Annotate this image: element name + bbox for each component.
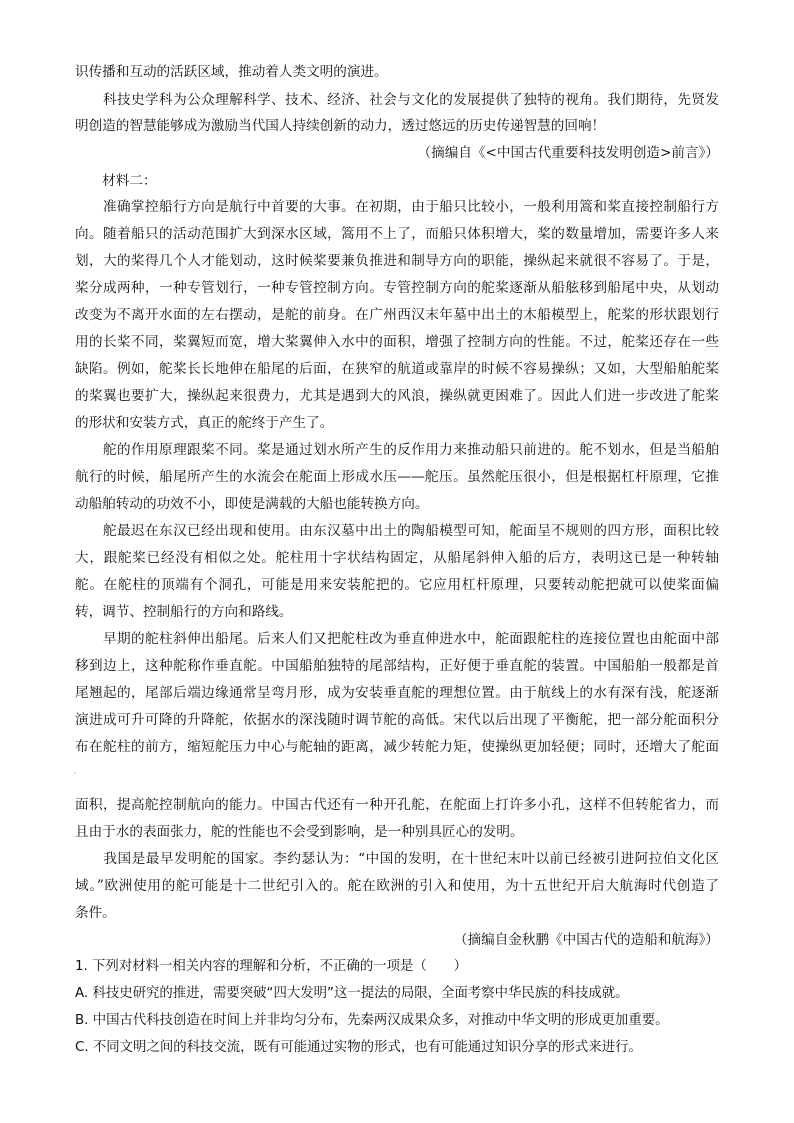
option-c: C. 不同文明之间的科技交流，既有可能通过实物的形式，也有可能通过知识分享的形式来进行。 xyxy=(75,1040,642,1055)
text-line: 舵最迟在东汉已经出现和使用。由东汉墓中出土的陶船模型可知，舵面呈不规则的四方形，面积比较 xyxy=(75,523,719,539)
text-line: 大，跟舵桨已经没有相似之处。舵柱用十字状结构固定，从船尾斜伸入船的后方，表明这已是一种转轴 xyxy=(75,550,719,566)
text-line: 转，调节、控制船行的方向和路线。 xyxy=(75,604,293,620)
text-line: 的桨翼也要扩大，操纵起来很费力，尤其是遇到大的风浪，操纵就更困难了。因此人们进一步改进了舵桨 xyxy=(75,388,719,404)
option-b: B. 中国古代科技创造在时间上并非均匀分布，先秦两汉成果众多，对推动中华文明的形成更加重要。 xyxy=(75,1013,669,1028)
text-line: 准确掌控船行方向是航行中首要的大事。在初期，由于船只比较小，一般利用篙和桨直接控制船行方 xyxy=(75,199,719,215)
page-break-mark xyxy=(74,772,76,774)
text-line: 条件。 xyxy=(75,905,116,921)
text-line: 布在舵柱的前方，缩短舵压力中心与舵轴的距离，减少转舵力矩，使操纵更加轻便；同时，还增大了舵面 xyxy=(75,739,719,755)
text-line: 尾翘起的，尾部后端边缘通常呈弯月形，成为安装垂直舵的理想位置。由于航线上的水有深有浅，舵逐渐 xyxy=(75,685,719,701)
option-a: A. 科技史研究的推进，需要突破“四大发明”这一提法的局限，全面考察中华民族的科技成就。 xyxy=(75,986,629,1001)
text-line: 航行的时候，船尾所产生的水流会在舵面上形成水压——舵压。虽然舵压很小，但是根据杠杆原理，它推 xyxy=(75,469,719,485)
text-line: 划，大的桨得几个人才能划动，这时候桨要兼负推进和制导方向的职能，操纵起来就很不容易了。于是， xyxy=(75,253,719,269)
source-citation: （摘编自金秋鹏《中国古代的造船和航海》） xyxy=(453,932,719,948)
text-line: 用的长桨不同，桨翼短而宽，增大桨翼伸入水中的面积，增强了控制方向的性能。不过，舵桨还存在一些 xyxy=(75,334,719,350)
text-line: 早期的舵柱斜伸出船尾。后来人们又把舵柱改为垂直伸进水中，舵面跟舵柱的连接位置也由舵面中部 xyxy=(75,631,719,647)
text-line: 演进成可升可降的升降舵，依据水的深浅随时调节舵的高低。宋代以后出现了平衡舵，把一部分舵面积分 xyxy=(75,712,719,728)
text-line: 识传播和互动的活跃区域，推动着人类文明的演进。 xyxy=(75,64,388,80)
text-line: 改变为不离开水面的左右摆动，是舵的前身。在广州西汉末年墓中出土的木船模型上，舵桨的形状跟划行 xyxy=(75,307,719,323)
text-line: 明创造的智慧能够成为激励当代国人持续创新的动力，透过悠远的历史传递智慧的回响！ xyxy=(75,118,606,134)
text-line: 面积，提高舵控制航向的能力。中国古代还有一种开孔舵，在舵面上打许多小孔，这样不但转舵省力，而 xyxy=(75,797,719,813)
text-line: 缺陷。例如，舵桨长长地伸在船尾的后面，在狭窄的航道或靠岸的时候不容易操纵；又如，大型船舶舵桨 xyxy=(75,361,719,377)
text-line: 我国是最早发明舵的国家。李约瑟认为：“中国的发明，在十世纪末叶以前已经被引进阿拉伯文化区 xyxy=(75,851,719,867)
section-heading: 材料二： xyxy=(75,173,157,189)
text-line: 动船舶转动的功效不小，即使是满载的大船也能转换方向。 xyxy=(75,496,429,512)
text-line: 向。随着船只的活动范围扩大到深水区域，篙用不上了，而船只体积增大，桨的数量增加，需要许多人来 xyxy=(75,226,719,242)
text-line: 科技史学科为公众理解科学、技术、经济、社会与文化的发展提供了独特的视角。我们期待，先贤发 xyxy=(75,92,719,108)
text-line: 舵的作用原理跟桨不同。桨是通过划水所产生的反作用力来推动船只前进的。舵不划水，但是当船舶 xyxy=(75,442,719,458)
text-line: 域。”欧洲使用的舵可能是十二世纪引入的。舵在欧洲的引入和使用，为十五世纪开启大航海时代创造了 xyxy=(75,878,719,894)
text-line: 桨分成两种，一种专管划行，一种专管控制方向。专管控制方向的舵桨逐渐从船舷移到船尾中央，从划动 xyxy=(75,280,719,296)
source-citation: （摘编自《<中国古代重要科技发明创造>前言》） xyxy=(417,145,719,161)
text-line: 且由于水的表面张力，舵的性能也不会受到影响，是一种别具匠心的发明。 xyxy=(75,824,524,840)
text-line: 舵。在舵柱的顶端有个洞孔，可能是用来安装舵把的。它应用杠杆原理，只要转动舵把就可以使桨面偏 xyxy=(75,577,719,593)
text-line: 移到边上，这种舵称作垂直舵。中国船舶独特的尾部结构，正好便于垂直舵的装置。中国船舶一般都是首 xyxy=(75,658,719,674)
text-line: 的形状和安装方式，真正的舵终于产生了。 xyxy=(75,415,334,431)
question-stem: 1. 下列对材料一相关内容的理解和分析，不正确的一项是（ ） xyxy=(75,959,467,974)
